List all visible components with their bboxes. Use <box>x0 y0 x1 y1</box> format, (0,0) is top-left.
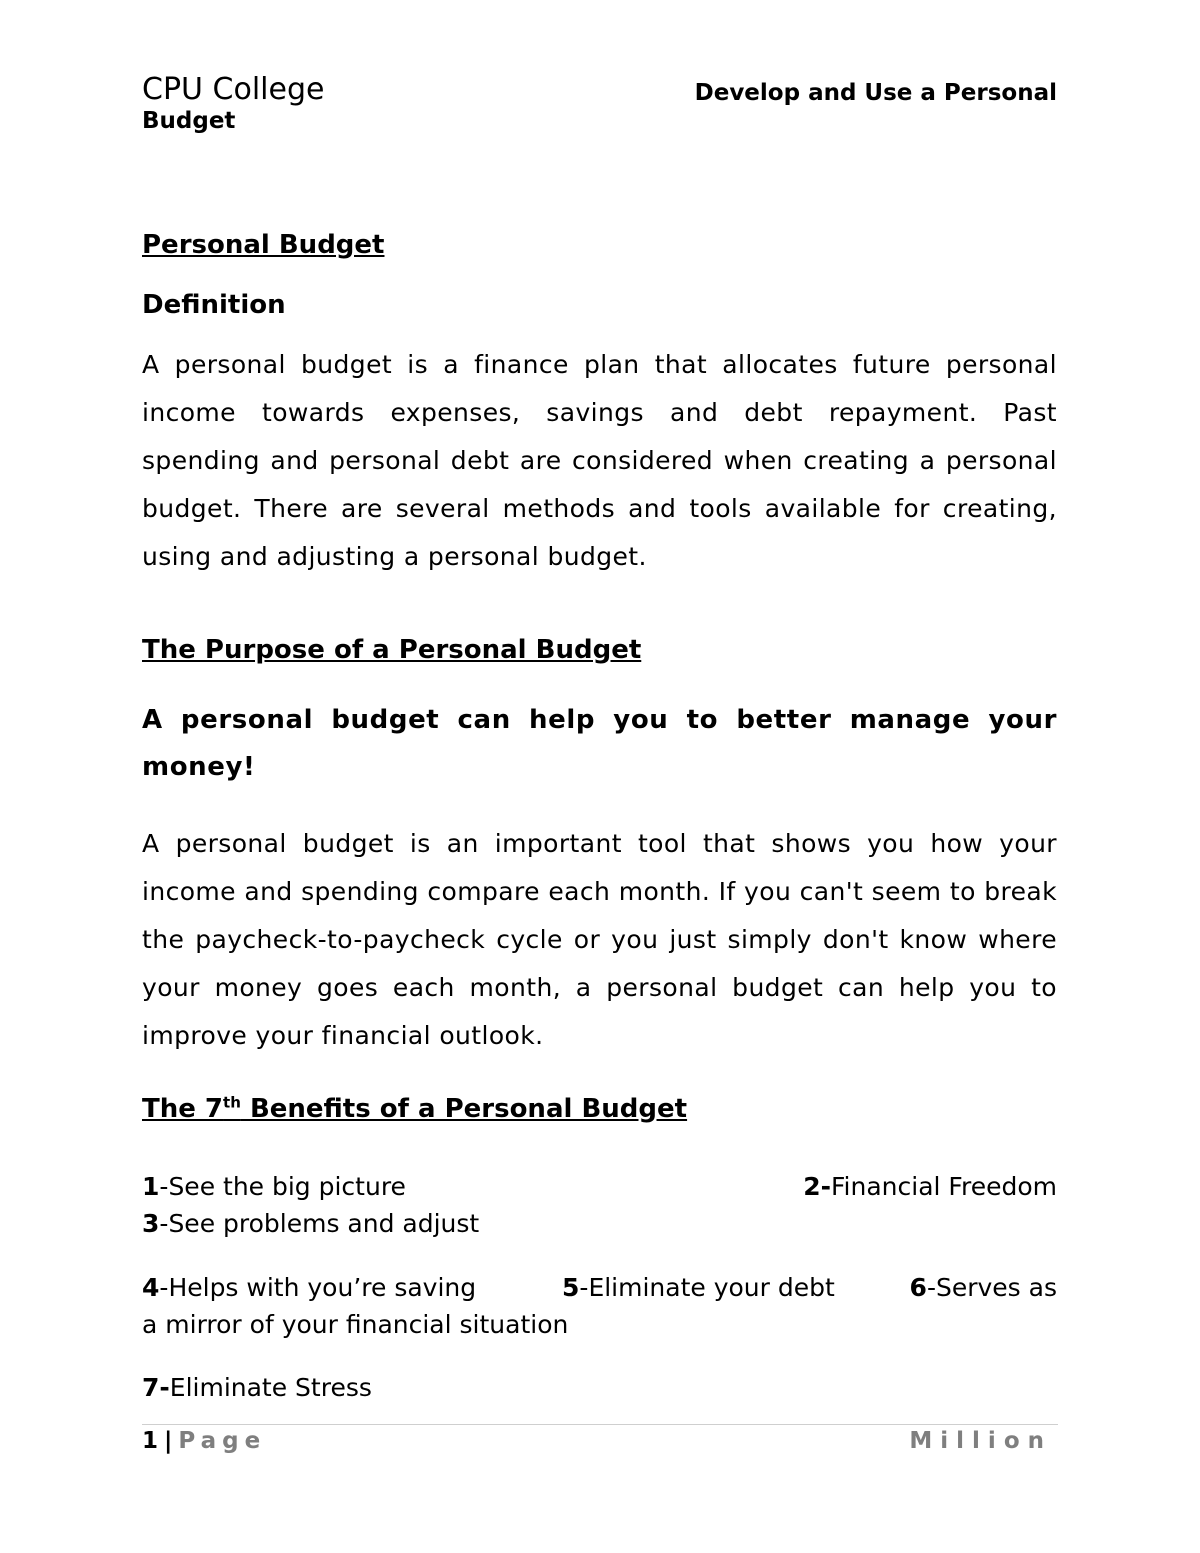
page-label: Page <box>178 1428 267 1454</box>
section-heading-benefits <box>142 1094 687 1124</box>
benefit-item-continued: a mirror of your financial situation <box>142 1310 569 1339</box>
benefit-item: 6-Serves as <box>909 1273 1057 1302</box>
page-footer <box>142 1428 1052 1454</box>
page-header <box>142 72 1057 142</box>
document-title: Develop and Use a Personal <box>694 80 1057 106</box>
document-title-continued: Budget <box>142 108 236 134</box>
benefits-row-2 <box>142 1205 1057 1242</box>
benefit-item: 4-Helps with you’re saving <box>142 1273 477 1302</box>
college-name: CPU College <box>142 72 325 107</box>
benefit-item: 5-Eliminate your debt <box>562 1273 835 1302</box>
benefit-item: 1-See the big picture <box>142 1172 406 1201</box>
footer-author: Million <box>909 1428 1052 1454</box>
definition-paragraph: A personal budget is a finance plan that allocates future personal income towards expenses, savings and debt repayment. Past spending and personal debt are considered when creating a personal budget. There are several methods and tools available for creating, using and adjusting a personal budget. <box>142 350 1057 571</box>
footer-separator: | <box>164 1428 173 1454</box>
benefits-row-3 <box>142 1269 1057 1306</box>
benefits-heading-sup: th <box>223 1093 241 1112</box>
section-heading-purpose: The Purpose of a Personal Budget <box>142 635 642 665</box>
footer-divider <box>142 1424 1058 1425</box>
definition-subheading: Definition <box>142 290 286 320</box>
benefits-heading-pre: The 7 <box>142 1094 224 1124</box>
purpose-lead-statement: A personal budget can help you to better manage your money! <box>142 705 1057 782</box>
benefit-item: 3-See problems and adjust <box>142 1209 480 1238</box>
benefits-row-5 <box>142 1369 1057 1406</box>
section-heading-personal-budget: Personal Budget <box>142 230 385 260</box>
benefit-item: 7-Eliminate Stress <box>142 1373 372 1402</box>
benefits-row-4 <box>142 1306 1057 1343</box>
benefits-heading-post: Benefits of a Personal Budget <box>240 1094 688 1124</box>
page-number: 1 <box>142 1428 159 1454</box>
benefits-row-1 <box>142 1168 1057 1205</box>
purpose-paragraph: A personal budget is an important tool that shows you how your income and spending compare each month. If you can't seem to break the paycheck-to-paycheck cycle or you just simply don't know where your money goes each month, a personal budget can help you to improve your financial outlook. <box>142 829 1057 1050</box>
benefit-item: 2-Financial Freedom <box>803 1172 1057 1201</box>
